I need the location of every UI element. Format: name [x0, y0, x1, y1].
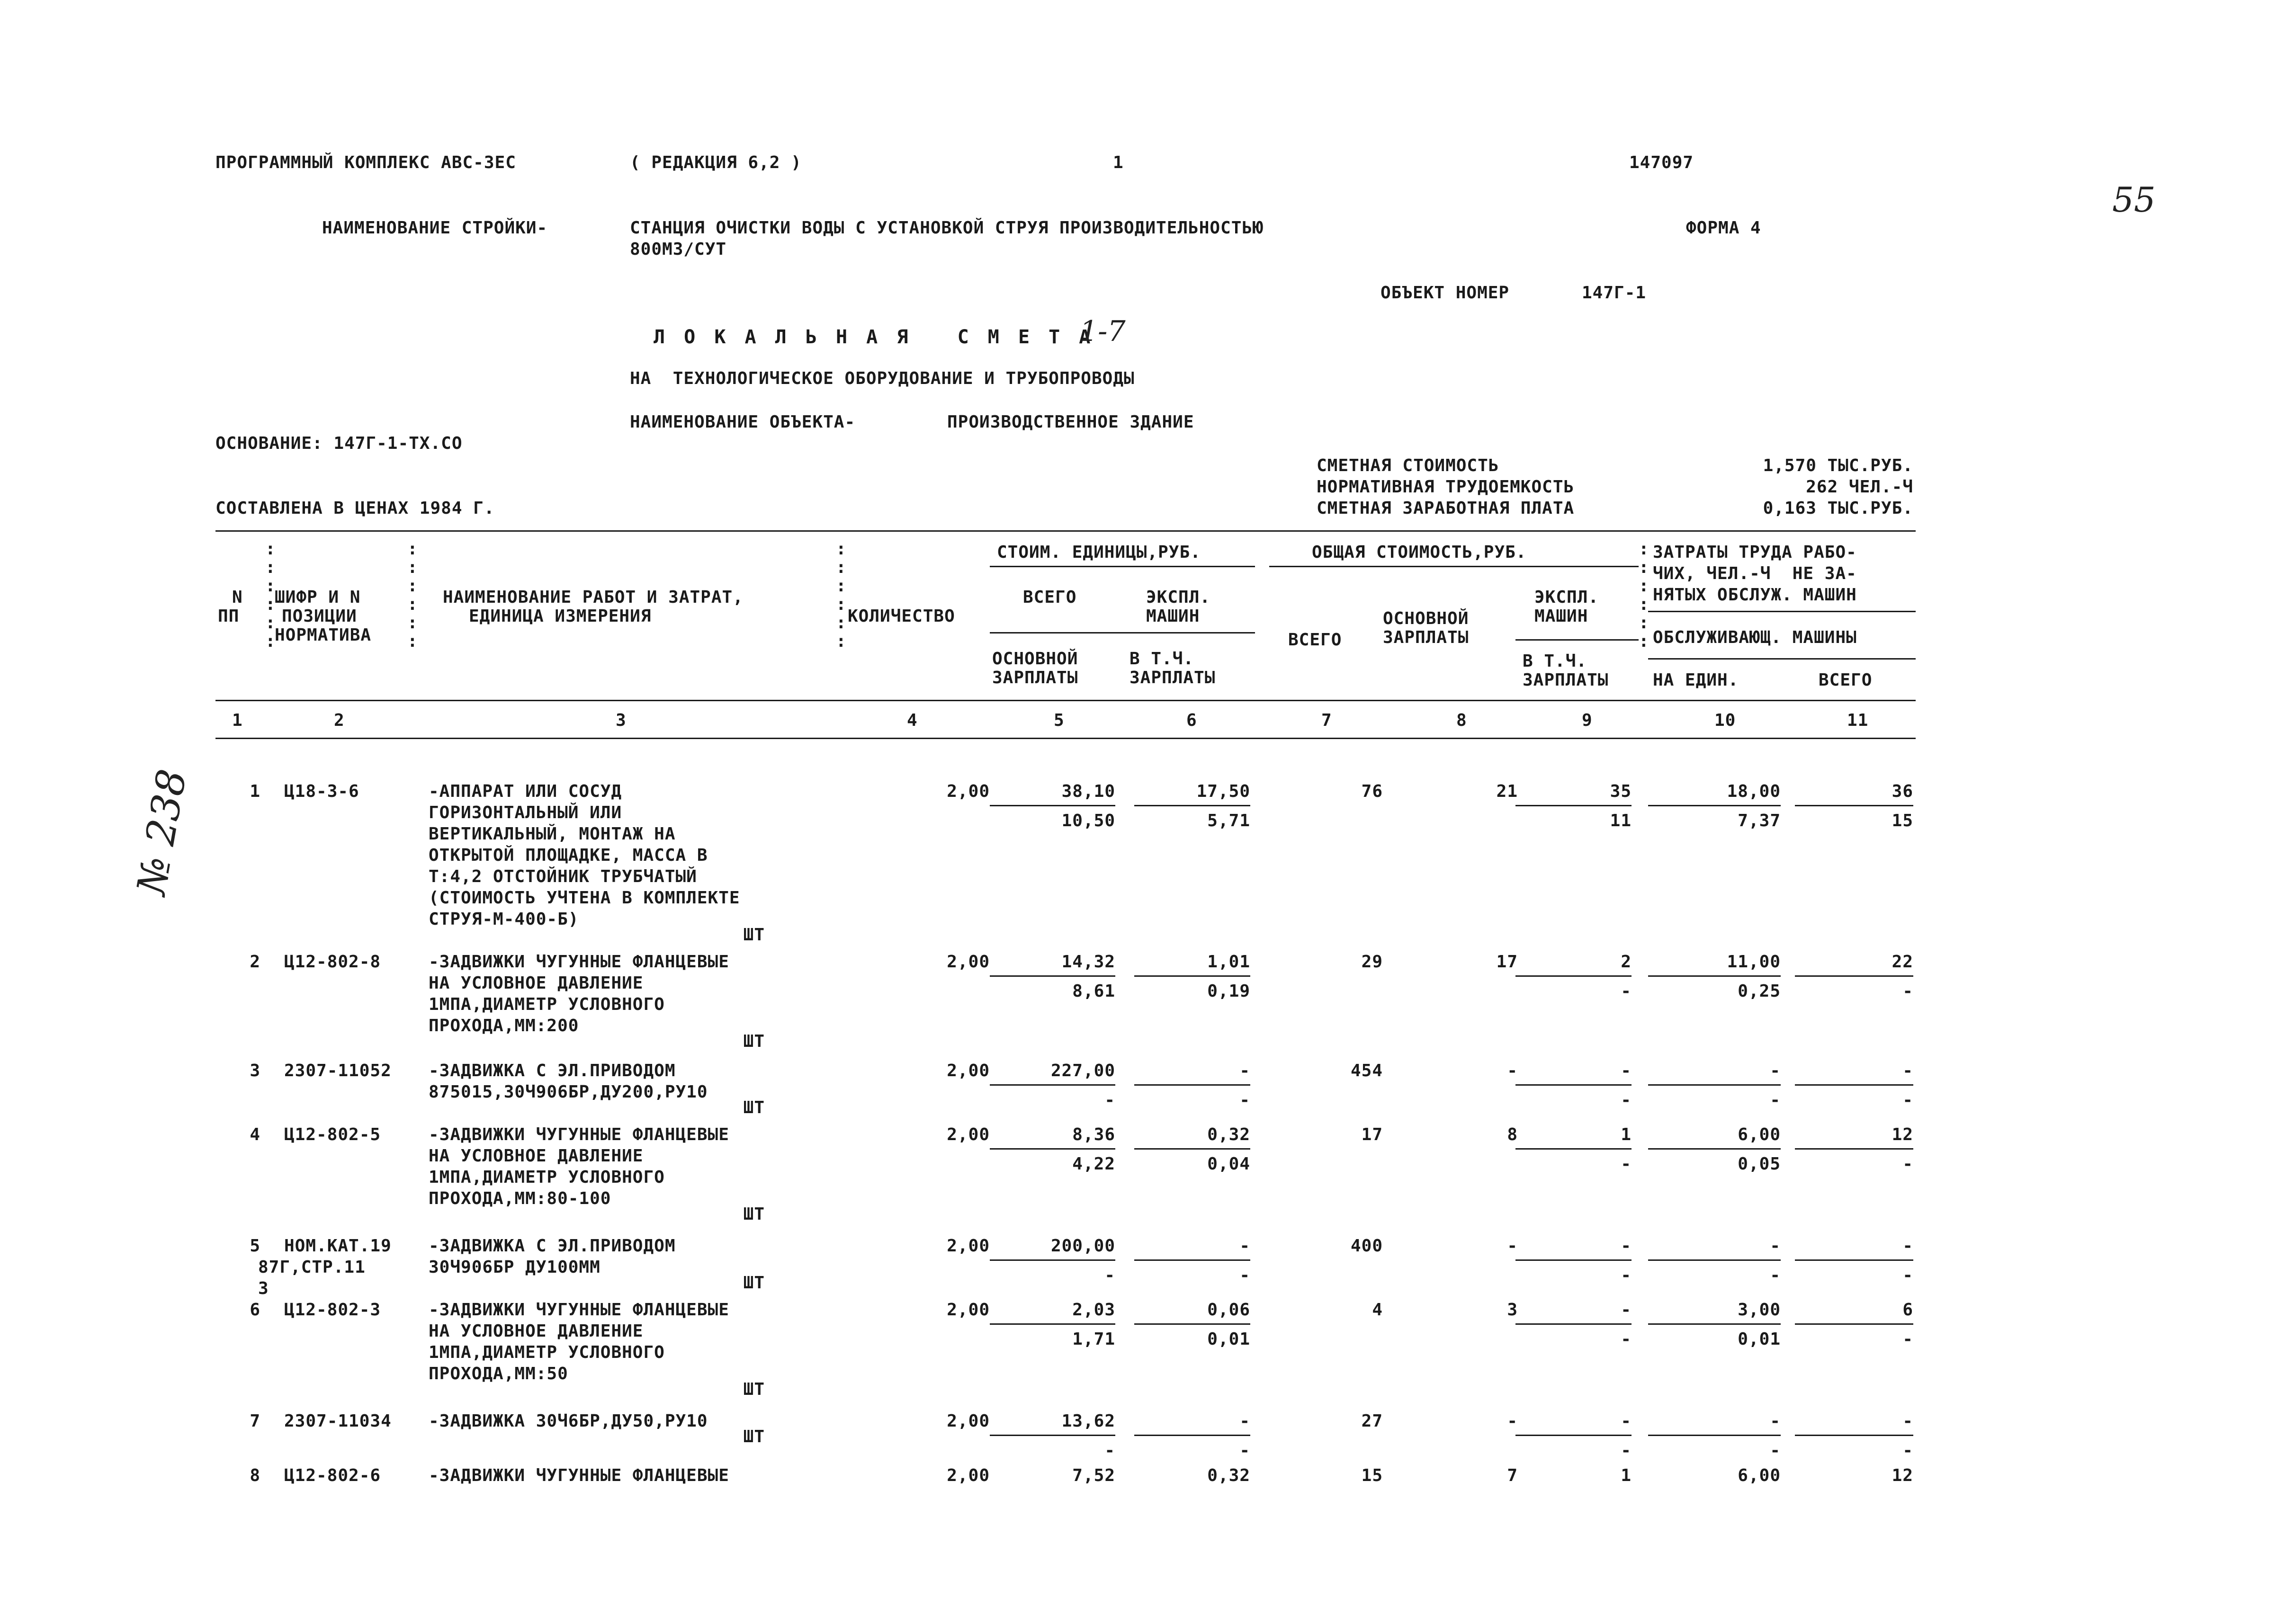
row-labor-unit: 6,00	[1738, 1125, 1781, 1144]
header-unit-ekspl-1: ЭКСПЛ.	[1146, 588, 1211, 607]
row-name-line: -ЗАДВИЖКА С ЭЛ.ПРИВОДОМ	[429, 1236, 676, 1256]
row-total-osn: 3	[1507, 1300, 1518, 1320]
row-total-ekspl: -	[1621, 1411, 1632, 1431]
row-unit-ekspl: 17,50	[1196, 782, 1250, 801]
row-qty: 2,00	[947, 782, 990, 801]
row-unit-vtch: -	[1239, 1090, 1250, 1110]
row-labor-total-serv: -	[1902, 1266, 1913, 1285]
colnum: 2	[334, 711, 345, 730]
row-code-cont: 87Г,СТР.11	[258, 1258, 366, 1277]
header-labor-3: НЯТЫХ ОБСЛУЖ. МАШИН	[1653, 585, 1857, 605]
row-total-vtch: -	[1621, 1266, 1632, 1285]
cell-divider	[1515, 805, 1632, 806]
header-total-vsego: ВСЕГО	[1288, 630, 1342, 650]
object-number-label: ОБЪЕКТ НОМЕР	[1381, 283, 1510, 303]
forma-label: ФОРМА 4	[1686, 218, 1761, 238]
cell-divider	[1648, 1148, 1781, 1150]
row-unit-vtch: -	[1239, 1441, 1250, 1460]
row-name-line: 30Ч906БР ДУ100ММ	[429, 1258, 601, 1277]
header-separators: : : : : : :	[1639, 539, 1650, 651]
cell-divider	[1795, 1435, 1913, 1436]
row-total-osn: -	[1507, 1411, 1518, 1431]
header-unit-vsego: ВСЕГО	[1023, 588, 1077, 607]
row-name-line: НА УСЛОВНОЕ ДАВЛЕНИЕ	[429, 1321, 644, 1341]
header-subrule	[1648, 658, 1916, 660]
summary-wage-value: 0,163 ТЫС.РУБ.	[1763, 499, 1913, 518]
cell-divider	[1134, 1148, 1250, 1150]
row-qty: 2,00	[947, 1466, 990, 1485]
row-total-cost: 27	[1361, 1411, 1383, 1431]
row-code-cont: 3	[258, 1279, 269, 1298]
row-name-line: 875015,30Ч906БР,ДУ200,РУ10	[429, 1082, 708, 1102]
row-unit-vtch: 0,19	[1207, 982, 1250, 1001]
colnum: 8	[1456, 711, 1467, 730]
cell-divider	[1648, 805, 1781, 806]
row-name-line: ВЕРТИКАЛЬНЫЙ, МОНТАЖ НА	[429, 824, 676, 844]
row-unit: ШТ	[743, 1427, 765, 1446]
header-unit-vtch-2: ЗАРПЛАТЫ	[1130, 668, 1216, 687]
row-total-cost: 76	[1361, 782, 1383, 801]
row-unit-cost: 7,52	[1072, 1466, 1115, 1485]
cell-divider	[1795, 975, 1913, 977]
row-labor-total-serv: -	[1902, 1154, 1913, 1174]
row-labor-unit-serv: -	[1770, 1090, 1781, 1110]
row-labor-unit-serv: 7,37	[1738, 811, 1781, 830]
header-col-name-2: ЕДИНИЦА ИЗМЕРЕНИЯ	[469, 607, 652, 626]
row-labor-total-serv: -	[1902, 1330, 1913, 1349]
row-name-line: ПРОХОДА,ММ:200	[429, 1016, 579, 1035]
summary-labor-label: НОРМАТИВНАЯ ТРУДОЕМКОСТЬ	[1317, 477, 1575, 497]
row-unit: ШТ	[743, 1098, 765, 1117]
row-total-vtch: -	[1621, 1154, 1632, 1174]
prices-basis: СОСТАВЛЕНА В ЦЕНАХ 1984 Г.	[215, 499, 495, 518]
row-name-line: -АППАРАТ ИЛИ СОСУД	[429, 782, 622, 801]
row-total-ekspl: -	[1621, 1300, 1632, 1320]
row-qty: 2,00	[947, 1411, 990, 1431]
stroka-value-line1: СТАНЦИЯ ОЧИСТКИ ВОДЫ С УСТАНОВКОЙ СТРУЯ ПРОИЗВОДИТЕЛЬНОСТЬЮ	[630, 218, 1264, 238]
header-labor-ed: НА ЕДИН.	[1653, 670, 1739, 690]
row-total-osn: -	[1507, 1061, 1518, 1080]
row-unit-ekspl: 0,06	[1207, 1300, 1250, 1320]
row-qty: 2,00	[947, 1300, 990, 1320]
row-labor-unit: 18,00	[1727, 782, 1781, 801]
header-col-shifr-1: ШИФР И N	[275, 588, 361, 607]
row-name-line: -ЗАДВИЖКИ ЧУГУННЫЕ ФЛАНЦЕВЫЕ	[429, 1125, 729, 1144]
row-unit: ШТ	[743, 1205, 765, 1224]
row-unit-osn: 1,71	[1072, 1330, 1115, 1349]
document-code: 147097	[1629, 153, 1694, 172]
row-labor-total: 22	[1892, 952, 1913, 972]
colnum: 7	[1321, 711, 1332, 730]
summary-labor-value: 262 ЧЕЛ.-Ч	[1806, 477, 1913, 497]
object-name-value: ПРОИЗВОДСТВЕННОЕ ЗДАНИЕ	[947, 412, 1194, 432]
header-col-name-1: НАИМЕНОВАНИЕ РАБОТ И ЗАТРАТ,	[443, 588, 744, 607]
header-total-osn-2: ЗАРПЛАТЫ	[1383, 628, 1469, 647]
row-total-ekspl: 1	[1621, 1125, 1632, 1144]
colnum: 5	[1054, 711, 1065, 730]
stroka-label: НАИМЕНОВАНИЕ СТРОЙКИ-	[322, 218, 548, 238]
row-labor-unit-serv: 0,05	[1738, 1154, 1781, 1174]
row-name-line: -ЗАДВИЖКИ ЧУГУННЫЕ ФЛАНЦЕВЫЕ	[429, 1466, 729, 1485]
table-top-rule	[215, 530, 1916, 532]
row-name-line: 1МПА,ДИАМЕТР УСЛОВНОГО	[429, 1343, 665, 1362]
header-col-qty: КОЛИЧЕСТВО	[848, 607, 955, 626]
header-col-n-2: ПП	[218, 607, 240, 626]
row-number: 8	[250, 1466, 260, 1485]
cell-divider	[1134, 1084, 1250, 1086]
row-unit-osn: -	[1104, 1441, 1115, 1460]
row-labor-unit-serv: -	[1770, 1441, 1781, 1460]
row-number: 6	[250, 1300, 260, 1320]
cell-divider	[1134, 1435, 1250, 1436]
row-unit-ekspl: 1,01	[1207, 952, 1250, 972]
cell-divider	[990, 1084, 1115, 1086]
header-separators: : : : : : :	[265, 539, 276, 651]
row-unit-vtch: 5,71	[1207, 811, 1250, 830]
row-number: 1	[250, 782, 260, 801]
cell-divider	[990, 1323, 1115, 1325]
row-total-vtch: 11	[1610, 811, 1632, 830]
header-labor-2: ЧИХ, ЧЕЛ.-Ч НЕ ЗА-	[1653, 564, 1857, 583]
row-unit-cost: 2,03	[1072, 1300, 1115, 1320]
row-unit: ШТ	[743, 1380, 765, 1399]
cell-divider	[1515, 975, 1632, 977]
row-labor-unit: -	[1770, 1411, 1781, 1431]
row-name-line: ОТКРЫТОЙ ПЛОЩАДКЕ, МАССА В	[429, 846, 708, 865]
row-total-vtch: -	[1621, 1330, 1632, 1349]
header-separators: : : : : : :	[407, 539, 418, 651]
row-code: Ц12-802-6	[284, 1466, 381, 1485]
row-total-cost: 454	[1350, 1061, 1383, 1080]
row-unit-ekspl: -	[1239, 1411, 1250, 1431]
row-unit-vtch: -	[1239, 1266, 1250, 1285]
row-qty: 2,00	[947, 1125, 990, 1144]
row-unit-cost: 8,36	[1072, 1125, 1115, 1144]
cell-divider	[1648, 1259, 1781, 1261]
row-labor-total: -	[1902, 1411, 1913, 1431]
cell-divider	[990, 805, 1115, 806]
header-total-vtch-1: В Т.Ч.	[1523, 651, 1587, 671]
header-subrule	[1269, 566, 1639, 567]
document-subtitle: НА ТЕХНОЛОГИЧЕСКОЕ ОБОРУДОВАНИЕ И ТРУБОПРОВОДЫ	[630, 369, 1135, 388]
cell-divider	[1134, 1323, 1250, 1325]
header-subrule	[1515, 639, 1639, 641]
cell-divider	[1515, 1323, 1632, 1325]
row-qty: 2,00	[947, 1061, 990, 1080]
row-name-line: -ЗАДВИЖКИ ЧУГУННЫЕ ФЛАНЦЕВЫЕ	[429, 1300, 729, 1320]
header-unit-vtch-1: В Т.Ч.	[1130, 649, 1194, 669]
header-total-vtch-2: ЗАРПЛАТЫ	[1523, 670, 1609, 690]
row-labor-total-serv: -	[1902, 982, 1913, 1001]
column-numbers-rule	[215, 738, 1916, 739]
row-unit-ekspl: -	[1239, 1236, 1250, 1256]
title-handwritten-number: 1-7	[1080, 315, 1126, 348]
header-col-shifr-3: НОРМАТИВА	[275, 625, 372, 645]
row-number: 3	[250, 1061, 260, 1080]
summary-cost-value: 1,570 ТЫС.РУБ.	[1763, 456, 1913, 475]
cell-divider	[1134, 1259, 1250, 1261]
cell-divider	[1134, 975, 1250, 977]
colnum: 3	[616, 711, 627, 730]
row-name-line: -ЗАДВИЖКА С ЭЛ.ПРИВОДОМ	[429, 1061, 676, 1080]
row-labor-total: 12	[1892, 1466, 1913, 1485]
row-labor-unit-serv: 0,25	[1738, 982, 1781, 1001]
header-subrule	[990, 632, 1255, 634]
colnum: 1	[232, 711, 243, 730]
cell-divider	[1515, 1259, 1632, 1261]
cell-divider	[1648, 975, 1781, 977]
row-labor-total: 6	[1902, 1300, 1913, 1320]
header-labor-sub: ОБСЛУЖИВАЮЩ. МАШИНЫ	[1653, 628, 1857, 647]
object-name-label: НАИМЕНОВАНИЕ ОБЪЕКТА-	[630, 412, 856, 432]
row-unit-cost: 38,10	[1061, 782, 1115, 801]
colnum: 11	[1847, 711, 1869, 730]
cell-divider	[990, 1259, 1115, 1261]
header-unit-osn-1: ОСНОВНОЙ	[992, 649, 1078, 669]
row-total-cost: 29	[1361, 952, 1383, 972]
page-number: 1	[1113, 153, 1124, 172]
row-number: 5	[250, 1236, 260, 1256]
row-labor-unit: -	[1770, 1061, 1781, 1080]
row-total-osn: 8	[1507, 1125, 1518, 1144]
row-unit-cost: 200,00	[1050, 1236, 1115, 1256]
row-code: Ц12-802-8	[284, 952, 381, 972]
cell-divider	[1795, 1148, 1913, 1150]
header-subrule	[990, 566, 1255, 567]
row-total-cost: 15	[1361, 1466, 1383, 1485]
row-labor-unit-serv: 0,01	[1738, 1330, 1781, 1349]
row-code: НОМ.КАТ.19	[284, 1236, 392, 1256]
row-code: 2307-11052	[284, 1061, 392, 1080]
header-unit-ekspl-2: МАШИН	[1146, 607, 1200, 626]
header-subrule	[1648, 611, 1916, 612]
row-labor-total: -	[1902, 1236, 1913, 1256]
row-unit-osn: 4,22	[1072, 1154, 1115, 1174]
row-name-line: 1МПА,ДИАМЕТР УСЛОВНОГО	[429, 995, 665, 1014]
header-labor-vsego: ВСЕГО	[1819, 670, 1873, 690]
cell-divider	[1515, 1435, 1632, 1436]
row-qty: 2,00	[947, 1236, 990, 1256]
cell-divider	[1648, 1084, 1781, 1086]
row-name-line: НА УСЛОВНОЕ ДАВЛЕНИЕ	[429, 1146, 644, 1166]
row-unit-ekspl: -	[1239, 1061, 1250, 1080]
row-code: Ц12-802-5	[284, 1125, 381, 1144]
row-code: 2307-11034	[284, 1411, 392, 1431]
row-labor-unit-serv: -	[1770, 1266, 1781, 1285]
cell-divider	[990, 1435, 1115, 1436]
row-labor-total-serv: 15	[1892, 811, 1913, 830]
row-name-line: -ЗАДВИЖКА 30Ч6БР,ДУ50,РУ10	[429, 1411, 708, 1431]
row-unit-osn: -	[1104, 1090, 1115, 1110]
header-col-n-1: N	[232, 588, 243, 607]
header-total-osn-1: ОСНОВНОЙ	[1383, 609, 1469, 628]
colnum: 9	[1582, 711, 1593, 730]
row-total-ekspl: 1	[1621, 1466, 1632, 1485]
cell-divider	[1134, 805, 1250, 806]
row-labor-unit: 11,00	[1727, 952, 1781, 972]
row-name-line: (СТОИМОСТЬ УЧТЕНА В КОМПЛЕКТЕ	[429, 888, 740, 908]
row-code: Ц12-802-3	[284, 1300, 381, 1320]
cell-divider	[1648, 1435, 1781, 1436]
header-total-ekspl-2: МАШИН	[1534, 607, 1588, 626]
row-total-cost: 400	[1350, 1236, 1383, 1256]
row-unit-osn: 10,50	[1061, 811, 1115, 830]
row-total-osn: 7	[1507, 1466, 1518, 1485]
row-labor-unit: 3,00	[1738, 1300, 1781, 1320]
edition: ( РЕДАКЦИЯ 6,2 )	[630, 153, 802, 172]
row-name-line: -ЗАДВИЖКИ ЧУГУННЫЕ ФЛАНЦЕВЫЕ	[429, 952, 729, 972]
row-code: Ц18-3-6	[284, 782, 359, 801]
row-number: 4	[250, 1125, 260, 1144]
row-unit-vtch: 0,04	[1207, 1154, 1250, 1174]
row-number: 7	[250, 1411, 260, 1431]
row-unit-osn: 8,61	[1072, 982, 1115, 1001]
row-number: 2	[250, 952, 260, 972]
row-name-line: ПРОХОДА,ММ:80-100	[429, 1189, 611, 1208]
document-title: Л О К А Л Ь Н А Я С М Е Т А	[654, 326, 1094, 348]
header-col-shifr-2: ПОЗИЦИИ	[282, 607, 357, 626]
row-labor-total: 36	[1892, 782, 1913, 801]
cell-divider	[1795, 1084, 1913, 1086]
row-total-ekspl: 35	[1610, 782, 1632, 801]
row-total-vtch: -	[1621, 1441, 1632, 1460]
row-labor-total-serv: -	[1902, 1441, 1913, 1460]
cell-divider	[1795, 1323, 1913, 1325]
stroka-value-line2: 800М3/СУТ	[630, 240, 727, 259]
row-name-line: НА УСЛОВНОЕ ДАВЛЕНИЕ	[429, 973, 644, 993]
row-unit-cost: 227,00	[1050, 1061, 1115, 1080]
program-name: ПРОГРАММНЫЙ КОМПЛЕКС АВС-ЗЕС	[215, 153, 516, 172]
cell-divider	[1795, 805, 1913, 806]
row-total-vtch: -	[1621, 982, 1632, 1001]
header-total-group: ОБЩАЯ СТОИМОСТЬ,РУБ.	[1312, 543, 1527, 562]
margin-handwritten-note: № 238	[128, 766, 196, 899]
row-total-ekspl: -	[1621, 1236, 1632, 1256]
row-total-osn: 21	[1496, 782, 1518, 801]
row-unit-ekspl: 0,32	[1207, 1125, 1250, 1144]
row-unit-osn: -	[1104, 1266, 1115, 1285]
row-unit: ШТ	[743, 925, 765, 945]
table-header-bottom-rule	[215, 700, 1916, 701]
row-labor-total: 12	[1892, 1125, 1913, 1144]
row-name-line: СТРУЯ-М-400-Б)	[429, 910, 579, 929]
header-unit-group: СТОИМ. ЕДИНИЦЫ,РУБ.	[997, 543, 1201, 562]
cell-divider	[990, 975, 1115, 977]
cell-divider	[1515, 1084, 1632, 1086]
cell-divider	[1648, 1323, 1781, 1325]
row-unit: ШТ	[743, 1032, 765, 1051]
cell-divider	[1515, 1148, 1632, 1150]
cell-divider	[1795, 1259, 1913, 1261]
row-total-cost: 4	[1372, 1300, 1383, 1320]
row-unit-cost: 13,62	[1061, 1411, 1115, 1431]
row-total-ekspl: -	[1621, 1061, 1632, 1080]
header-total-ekspl-1: ЭКСПЛ.	[1534, 588, 1599, 607]
header-unit-osn-2: ЗАРПЛАТЫ	[992, 668, 1078, 687]
header-labor-1: ЗАТРАТЫ ТРУДА РАБО-	[1653, 543, 1857, 562]
osnovanie: ОСНОВАНИЕ: 147Г-1-ТХ.СО	[215, 434, 463, 453]
row-unit-vtch: 0,01	[1207, 1330, 1250, 1349]
object-number-value: 147Г-1	[1582, 283, 1647, 303]
row-labor-total: -	[1902, 1061, 1913, 1080]
row-total-cost: 17	[1361, 1125, 1383, 1144]
row-name-line: ГОРИЗОНТАЛЬНЫЙ ИЛИ	[429, 803, 622, 822]
colnum: 4	[907, 711, 918, 730]
row-qty: 2,00	[947, 952, 990, 972]
row-name-line: ПРОХОДА,ММ:50	[429, 1364, 568, 1383]
row-total-vtch: -	[1621, 1090, 1632, 1110]
row-total-osn: 17	[1496, 952, 1518, 972]
row-total-osn: -	[1507, 1236, 1518, 1256]
row-name-line: Т:4,2 ОТСТОЙНИК ТРУБЧАТЫЙ	[429, 867, 697, 886]
row-unit-cost: 14,32	[1061, 952, 1115, 972]
colnum: 6	[1186, 711, 1197, 730]
handwritten-page-number: 55	[2112, 180, 2156, 220]
row-total-ekspl: 2	[1621, 952, 1632, 972]
summary-cost-label: СМЕТНАЯ СТОИМОСТЬ	[1317, 456, 1499, 475]
row-name-line: 1МПА,ДИАМЕТР УСЛОВНОГО	[429, 1168, 665, 1187]
row-labor-unit: -	[1770, 1236, 1781, 1256]
summary-wage-label: СМЕТНАЯ ЗАРАБОТНАЯ ПЛАТА	[1317, 499, 1575, 518]
header-separators: : : : : : :	[836, 539, 847, 651]
row-labor-unit: 6,00	[1738, 1466, 1781, 1485]
cell-divider	[990, 1148, 1115, 1150]
row-unit: ШТ	[743, 1273, 765, 1293]
row-labor-total-serv: -	[1902, 1090, 1913, 1110]
row-unit-ekspl: 0,32	[1207, 1466, 1250, 1485]
colnum: 10	[1714, 711, 1736, 730]
